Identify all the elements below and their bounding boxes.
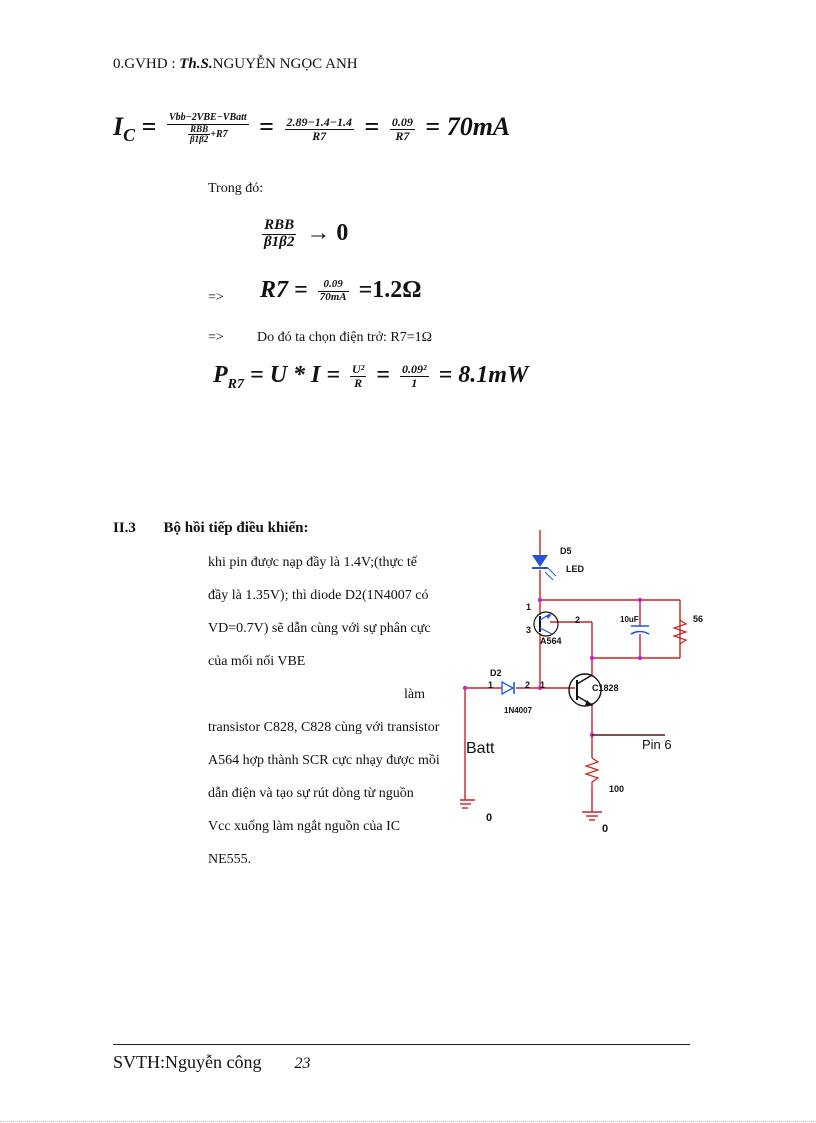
eq5-num2: 0.09² (402, 362, 427, 377)
eq2-rhs: → 0 (306, 219, 349, 246)
eq1-num2: 2.89−1.4−1.4 (286, 114, 353, 129)
label-cap: 10uF (620, 615, 639, 624)
para-line-9: Vcc xuống làm ngắt nguồn của IC (208, 819, 401, 834)
header-title: Th.S. (179, 56, 213, 72)
para-line-4: của mối nối VBE (208, 654, 306, 669)
eq5-den1: R (354, 375, 363, 390)
para-line-2: đầy là 1.35V); thì diode D2(1N4007 có (208, 588, 429, 603)
eq5-result: = 8.1mW (438, 362, 529, 388)
section-number: II.3 (113, 520, 136, 536)
line4-arrow: => (208, 330, 224, 345)
para-line-6: transistor C828, C828 cùng với transistor (208, 720, 440, 735)
eq5-lhs-sub: R7 (227, 376, 245, 392)
body-paragraph (208, 546, 484, 876)
eq1-den1-a: RBB (188, 125, 210, 135)
eq1-frac1 (167, 113, 249, 144)
label-node1: 1 (540, 680, 546, 690)
label-pin6: Pin 6 (642, 737, 672, 752)
eq1-result: 70mA (446, 112, 511, 141)
label-gnd2: 0 (602, 823, 609, 835)
para-line-10: NE555. (208, 852, 252, 867)
section-heading (113, 520, 308, 537)
diode-icon (502, 682, 513, 694)
label-d2p2: 2 (525, 680, 531, 690)
eq3-arrow: => (208, 290, 224, 305)
line4-text: Do đó ta chọn điện trở: R7=1Ω (257, 330, 433, 345)
eq1-num3: 0.09 (391, 114, 413, 129)
label-d2: D2 (490, 668, 502, 678)
footer-author: SVTH:Nguyễn công (113, 1052, 262, 1072)
label-c1828: C1828 (592, 683, 619, 693)
eq3-den: 70mA (319, 290, 347, 303)
eq1-den1-b: β1β2 (190, 134, 209, 145)
equation-rbb (258, 218, 348, 251)
eq1-den1 (167, 125, 249, 145)
eq5-lhs: P (213, 362, 228, 388)
eq1-den3: R7 (395, 128, 410, 143)
eq3-lhs: R7 = (260, 277, 308, 303)
label-r100-pos: 100 (609, 784, 625, 794)
eq5-num1: U² (352, 362, 365, 377)
eq1-lhs: I (113, 112, 124, 141)
section-title: Bộ hồi tiếp điều khiển: (163, 520, 309, 536)
label-pin2: 2 (575, 615, 581, 625)
header-name: NGUYỄN NGỌC ANH (212, 56, 358, 72)
para-line-5: làm (404, 687, 425, 702)
eq2-num: RBB (262, 218, 296, 235)
page-edge (0, 1121, 816, 1122)
eq1-frac2 (285, 116, 355, 142)
trong-do-label: Trong đó: (208, 181, 264, 196)
eq2-den: β1β2 (264, 233, 295, 250)
equation-r7 (260, 277, 422, 304)
equation-pr7: $P_{R7} = U * I$ = $\frac{\text{U²}}{R}$ = $\frac{\text{0.09²}}{1}$ = 8.1mW (213, 362, 529, 392)
eq3-rhs: =1.2Ω (358, 277, 422, 303)
para-line-8: dẫn điện và tạo sự rút dòng từ nguồn (208, 786, 414, 801)
equation-ic: $I_C$ = Vbb−2VBE−VBatt $\frac{\text{RBB}}{\beta 1\beta 2}$ +R7 = $\frac{2.89-1.4-1.4}{R7}$ = $\frac{0.09}{R7}$ = 70mA (113, 112, 511, 146)
label-pin3: 3 (526, 625, 532, 635)
para-line-3: VD=0.7V) sẽ dẫn cùng với sự phân cực (208, 621, 431, 636)
footer-page: 23 (294, 1055, 311, 1072)
label-pin1: 1 (526, 602, 532, 612)
label-1n4007: 1N4007 (504, 706, 533, 715)
eq5-mid: = U * I = (250, 362, 341, 388)
label-d2p1: 1 (488, 680, 494, 690)
para-line-1: khi pin được nạp đầy là 1.4V;(thực tế (208, 555, 417, 570)
header-prefix: 0.GVHD : (113, 56, 180, 72)
ground-icon-2 (582, 812, 602, 820)
para-line-7: A564 hợp thành SCR cực nhạy được mồi (208, 753, 440, 768)
eq1-lhs-sub: C (123, 125, 136, 146)
eq1-frac3 (390, 116, 415, 142)
label-gnd1: 0 (486, 812, 493, 824)
label-led: LED (566, 564, 584, 574)
circuit-diagram (460, 530, 710, 840)
eq3-num: 0.09 (318, 279, 349, 292)
eq1-den2: R7 (312, 128, 327, 143)
page-footer (113, 1052, 310, 1073)
led-icon (532, 555, 548, 567)
page-header (113, 56, 358, 73)
label-d5: D5 (560, 546, 572, 556)
ground-icon (460, 800, 475, 808)
eq1-den1-c: +R7 (210, 129, 228, 141)
label-a564: A564 (540, 636, 562, 646)
label-r56: 56 (693, 614, 704, 624)
eq1-num1: Vbb−2VBE−VBatt (168, 112, 247, 124)
footer-divider (113, 1044, 690, 1045)
label-batt: Batt (466, 740, 495, 757)
eq5-den2: 1 (411, 375, 418, 390)
